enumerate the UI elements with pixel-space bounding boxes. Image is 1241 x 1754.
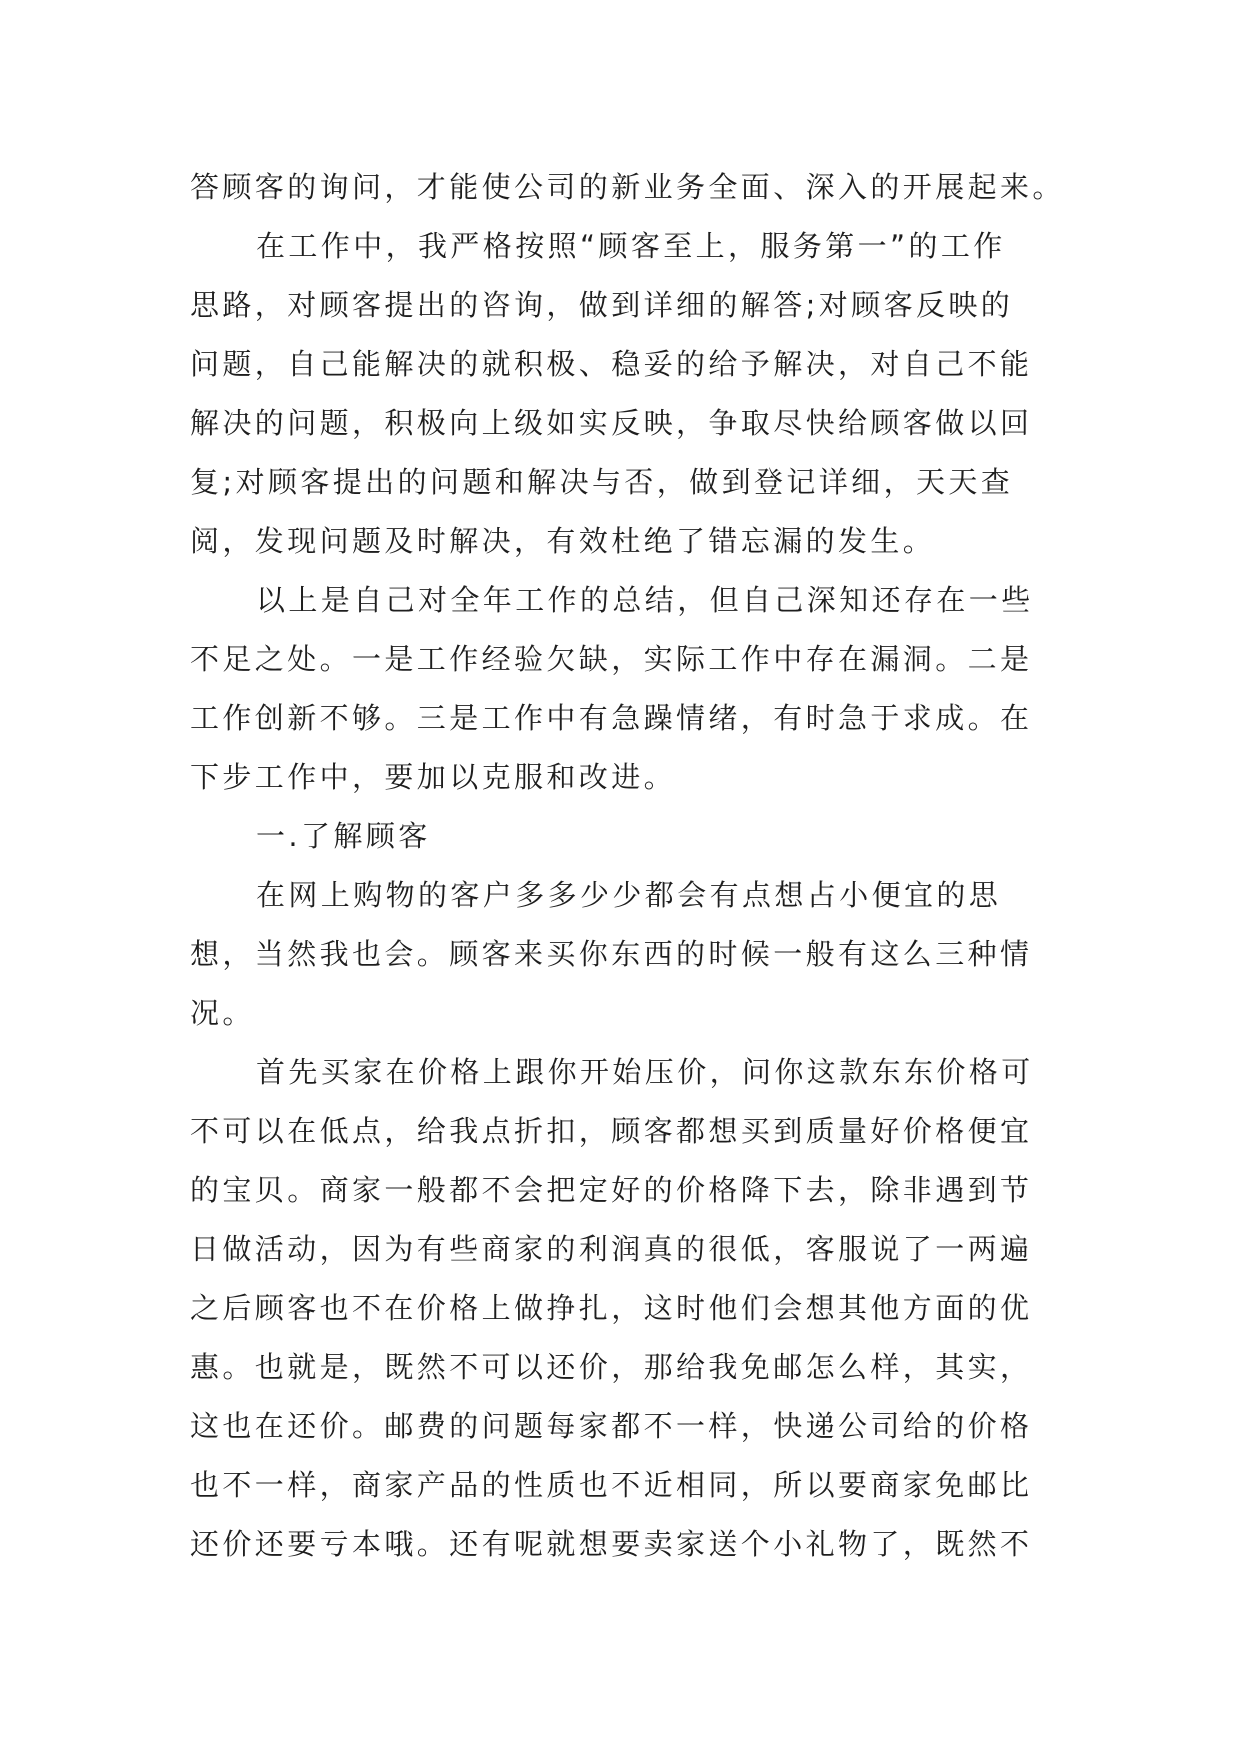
text-line: 之后顾客也不在价格上做挣扎，这时他们会想其他方面的优 <box>190 1291 1033 1325</box>
text-line: 工作创新不够。三是工作中有急躁情绪，有时急于求成。在 <box>190 701 1033 735</box>
paragraph <box>190 866 1050 1043</box>
text-line: 不足之处。一是工作经验欠缺，实际工作中存在漏洞。二是 <box>190 642 1033 676</box>
text-line: 答顾客的询问，才能使公司的新业务全面、深入的开展起来。 <box>190 170 1065 204</box>
text-line: 况。 <box>190 996 255 1030</box>
document-body <box>190 158 1065 1574</box>
paragraph <box>190 571 1050 807</box>
text-line: 在网上购物的客户多多少少都会有点想占小便宜的思 <box>256 878 1002 912</box>
text-line: 想，当然我也会。顾客来买你东西的时候一般有这么三种情 <box>190 937 1033 971</box>
text-line: 以上是自己对全年工作的总结，但自己深知还存在一些 <box>256 583 1034 617</box>
text-line: 也不一样，商家产品的性质也不近相同，所以要商家免邮比 <box>190 1468 1033 1502</box>
text-line: 首先买家在价格上跟你开始压价，问你这款东东价格可 <box>256 1055 1034 1089</box>
text-line: 不可以在低点，给我点折扣，顾客都想买到质量好价格便宜 <box>190 1114 1033 1148</box>
text-line: 惠。也就是，既然不可以还价，那给我免邮怎么样，其实， <box>190 1350 1033 1384</box>
text-line: 问题，自己能解决的就积极、稳妥的给予解决，对自己不能 <box>190 347 1033 381</box>
heading-text: 一.了解顾客 <box>256 819 431 853</box>
text-line: 解决的问题，积极向上级如实反映，争取尽快给顾客做以回 <box>190 406 1033 440</box>
text-line: 下步工作中，要加以克服和改进。 <box>190 760 677 794</box>
text-line: 思路，对顾客提出的咨询，做到详细的解答;对顾客反映的 <box>190 288 1014 322</box>
text-line: 复;对顾客提出的问题和解决与否，做到登记详细，天天查 <box>190 465 1014 499</box>
paragraph <box>190 158 1065 217</box>
text-line: 还价还要亏本哦。还有呢就想要卖家送个小礼物了，既然不 <box>190 1527 1033 1561</box>
text-line: 日做活动，因为有些商家的利润真的很低，客服说了一两遍 <box>190 1232 1033 1266</box>
section-heading <box>190 807 1050 866</box>
text-line: 这也在还价。邮费的问题每家都不一样，快递公司给的价格 <box>190 1409 1033 1443</box>
text-line: 阅，发现问题及时解决，有效杜绝了错忘漏的发生。 <box>190 524 936 558</box>
paragraph <box>190 217 1050 571</box>
text-line: 在工作中，我严格按照“顾客至上，服务第一”的工作 <box>256 229 1006 263</box>
text-line: 的宝贝。商家一般都不会把定好的价格降下去，除非遇到节 <box>190 1173 1033 1207</box>
paragraph <box>190 1043 1050 1574</box>
